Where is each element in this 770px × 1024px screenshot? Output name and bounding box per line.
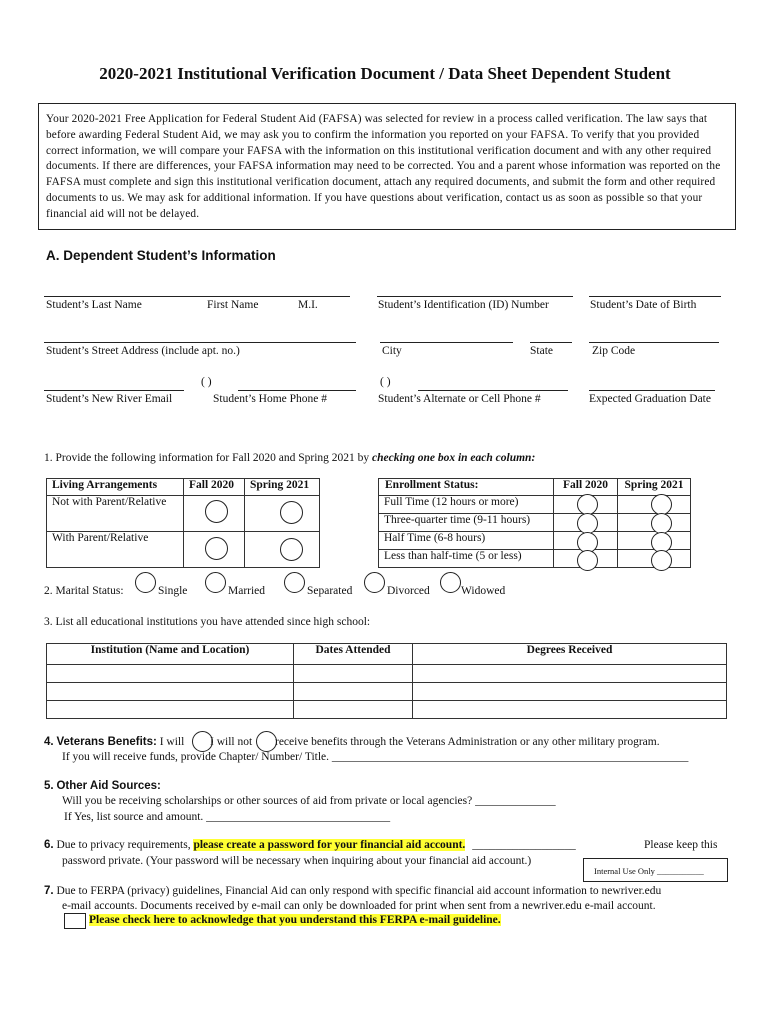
- q6-number: 6.: [44, 839, 54, 851]
- enrollment-row-label: Less than half-time (5 or less): [379, 550, 554, 568]
- id-number-label: Student’s Identification (ID) Number: [378, 299, 549, 311]
- state-field[interactable]: [530, 342, 572, 343]
- dates-cell[interactable]: [294, 683, 413, 701]
- living-with-fall-radio[interactable]: [205, 537, 228, 560]
- q4-label: Veterans Benefits:: [56, 736, 157, 748]
- question-4: [44, 736, 184, 748]
- dates-header: Dates Attended: [294, 644, 413, 665]
- street-field[interactable]: [44, 342, 356, 343]
- degrees-cell[interactable]: [413, 701, 727, 719]
- institution-cell[interactable]: [47, 701, 294, 719]
- q4-will-not: I will not: [210, 736, 253, 748]
- marital-married-label: Married: [228, 585, 266, 597]
- q4-number: 4.: [44, 736, 54, 748]
- q7-line1: Due to FERPA (privacy) guidelines, Financial Aid can only respond with specific financial aid account information to newriver.edu: [56, 885, 662, 897]
- question-5: [44, 780, 161, 792]
- living-arrangements-table: [46, 478, 320, 568]
- dates-cell[interactable]: [294, 665, 413, 683]
- marital-divorced-radio[interactable]: [364, 572, 385, 593]
- home-phone-area-code: ( ): [201, 376, 212, 388]
- q7-line2: e-mail accounts. Documents received by e-mail can only be downloaded for print when sent from a newriver.edu e-mail account.: [62, 900, 656, 912]
- home-phone-field[interactable]: [238, 390, 356, 391]
- q2-number: 2.: [44, 585, 53, 597]
- living-with-spring-radio[interactable]: [280, 538, 303, 561]
- less-half-fall-radio[interactable]: [577, 550, 598, 571]
- degrees-cell[interactable]: [413, 665, 727, 683]
- institution-cell[interactable]: [47, 665, 294, 683]
- last-name-label: Student’s Last Name: [46, 299, 142, 311]
- email-field[interactable]: [44, 390, 184, 391]
- q5-number: 5.: [44, 780, 54, 792]
- home-phone-label: Student’s Home Phone #: [213, 393, 328, 405]
- institution-header: Institution (Name and Location): [47, 644, 294, 665]
- marital-divorced-label: Divorced: [387, 585, 430, 597]
- question-7: [44, 885, 661, 897]
- full-time-fall-radio[interactable]: [577, 494, 598, 515]
- q5-line1: Will you be receiving scholarships or other sources of aid from private or local agencies? ______________: [62, 795, 556, 807]
- alt-phone-area-code: ( ): [380, 376, 391, 388]
- city-field[interactable]: [380, 342, 513, 343]
- institutions-table: [46, 643, 727, 719]
- zip-label: Zip Code: [592, 345, 636, 357]
- q5-line2: If Yes, list source and amount. ________________________________: [64, 811, 391, 823]
- dob-field[interactable]: [589, 296, 721, 297]
- student-id-field[interactable]: [377, 296, 573, 297]
- dates-cell[interactable]: [294, 701, 413, 719]
- veterans-will-not-radio[interactable]: [256, 731, 277, 752]
- q1-emph: checking one box in each column:: [372, 452, 536, 464]
- marital-separated-radio[interactable]: [284, 572, 305, 593]
- marital-separated-label: Separated: [307, 585, 353, 597]
- q7-number: 7.: [44, 885, 54, 897]
- institution-cell[interactable]: [47, 683, 294, 701]
- marital-status-label: [44, 585, 124, 597]
- page-title: 2020-2021 Institutional Verification Document / Data Sheet Dependent Student: [99, 64, 671, 83]
- enrollment-row-label: Three-quarter time (9-11 hours): [379, 514, 554, 532]
- password-instruction: please create a password for your financial aid account.: [193, 839, 466, 851]
- q6-keep: Please keep this: [644, 839, 718, 851]
- enrollment-table: [378, 478, 691, 568]
- enrollment-header: Enrollment Status:: [379, 479, 554, 496]
- state-label: State: [530, 345, 553, 357]
- street-label: Student’s Street Address (include apt. no.): [46, 345, 240, 357]
- living-header: Living Arrangements: [47, 479, 184, 496]
- ferpa-ack-checkbox[interactable]: [64, 913, 86, 929]
- internal-use-box: Internal Use Only ___________: [583, 858, 728, 882]
- marital-single-radio[interactable]: [135, 572, 156, 593]
- dob-label: Student’s Date of Birth: [590, 299, 697, 311]
- mi-label: M.I.: [298, 299, 318, 311]
- q3-number: 3.: [44, 616, 53, 628]
- marital-single-label: Single: [158, 585, 188, 597]
- living-not-spring-radio[interactable]: [280, 501, 303, 524]
- city-label: City: [382, 345, 402, 357]
- section-a-heading: A. Dependent Student’s Information: [46, 248, 276, 263]
- q4-will: I will: [159, 736, 185, 748]
- marital-widowed-label: Widowed: [461, 585, 506, 597]
- q5-label: Other Aid Sources:: [56, 780, 161, 792]
- q1-number: 1.: [44, 452, 53, 464]
- q2-label: Marital Status:: [55, 585, 124, 597]
- question-3: [44, 616, 370, 628]
- living-row-label: With Parent/Relative: [47, 532, 184, 568]
- marital-married-radio[interactable]: [205, 572, 226, 593]
- question-1: [44, 452, 535, 464]
- less-half-spring-radio[interactable]: [651, 550, 672, 571]
- living-spring-header: Spring 2021: [245, 479, 320, 496]
- last-name-field[interactable]: [44, 296, 350, 297]
- three-quarter-spring-radio[interactable]: [651, 513, 672, 534]
- q4-rest: receive benefits through the Veterans Administration or any other military program.: [275, 736, 660, 748]
- q6-line2: password private. (Your password will be necessary when inquiring about your financial aid account.): [62, 855, 532, 867]
- enrollment-fall-header: Fall 2020: [554, 479, 618, 496]
- alt-phone-label: Student’s Alternate or Cell Phone #: [378, 393, 541, 405]
- full-time-spring-radio[interactable]: [651, 494, 672, 515]
- living-not-fall-radio[interactable]: [205, 500, 228, 523]
- q1-text: Provide the following information for Fall 2020 and Spring 2021 by: [55, 452, 370, 464]
- password-field[interactable]: __________________: [472, 839, 576, 851]
- enrollment-spring-header: Spring 2021: [618, 479, 691, 496]
- q3-text: List all educational institutions you have attended since high school:: [55, 616, 371, 628]
- enrollment-row-label: Full Time (12 hours or more): [379, 496, 554, 514]
- grad-date-field[interactable]: [589, 390, 715, 391]
- q6-text: Due to privacy requirements,: [56, 839, 191, 851]
- first-name-label: First Name: [207, 299, 259, 311]
- email-label: Student’s New River Email: [46, 393, 173, 405]
- degrees-cell[interactable]: [413, 683, 727, 701]
- marital-widowed-radio[interactable]: [440, 572, 461, 593]
- question-6: [44, 839, 576, 851]
- living-row-label: Not with Parent/Relative: [47, 496, 184, 532]
- grad-date-label: Expected Graduation Date: [589, 393, 711, 405]
- degrees-header: Degrees Received: [413, 644, 727, 665]
- zip-field[interactable]: [589, 342, 719, 343]
- living-fall-header: Fall 2020: [184, 479, 245, 496]
- three-quarter-fall-radio[interactable]: [577, 513, 598, 534]
- q4-line2: If you will receive funds, provide Chapter/ Number/ Title. ______________________________________________________________: [62, 751, 689, 763]
- ferpa-ack-text: Please check here to acknowledge that you understand this FERPA e-mail guideline.: [89, 914, 501, 926]
- enrollment-row-label: Half Time (6-8 hours): [379, 532, 554, 550]
- intro-box: Your 2020-2021 Free Application for Federal Student Aid (FAFSA) was selected for review in a process called verification. The law says that before awarding Federal Student Aid, we may ask you to confirm the information you reported on your FAFSA. To verify that you provided correct information, we will compare your FAFSA with the information on this institutional verification document and with any other required documents. If there are differences, your FAFSA information may need to be corrected. You and a parent whose information was reported on the FAFSA must complete and sign this institutional verification document, attach any required documents, and submit the form and other required documents to us. We may ask for additional information. If you have questions about verification, contact us as soon as possible so that your financial aid will not be delayed.: [38, 103, 736, 230]
- alt-phone-field[interactable]: [418, 390, 568, 391]
